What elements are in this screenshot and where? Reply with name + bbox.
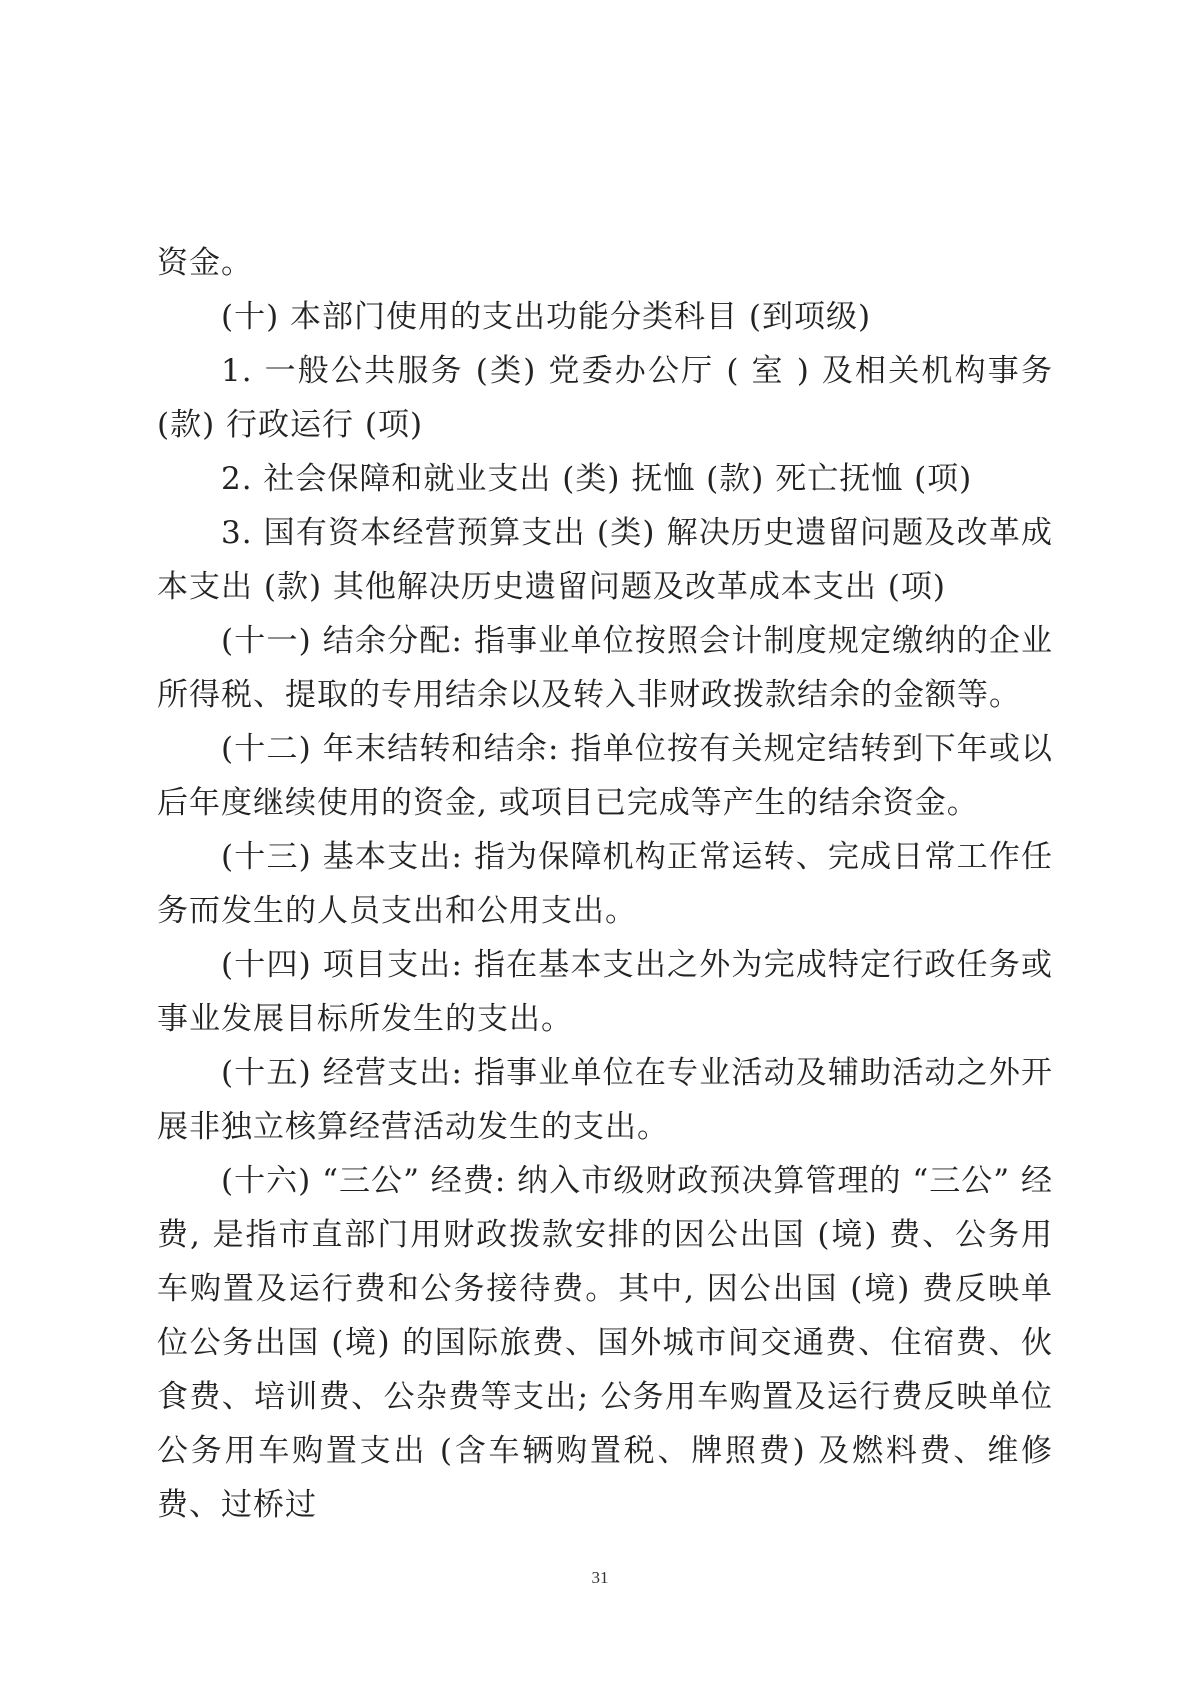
paragraph-section-11: (十一) 结余分配: 指事业单位按照会计制度规定缴纳的企业所得税、提取的专用结余以及转入非财政拨款结余的金额等。 [157, 623, 1053, 713]
page-number: 31 [591, 1568, 609, 1587]
paragraph-section-15: (十五) 经营支出: 指事业单位在专业活动及辅助活动之外开展非独立核算经营活动发生的支出。 [157, 1055, 1053, 1145]
paragraph-continuation: 资金。 [157, 245, 253, 281]
paragraph-section-13: (十三) 基本支出: 指为保障机构正常运转、完成日常工作任务而发生的人员支出和公用支出。 [157, 839, 1053, 929]
paragraph-item-3: 3. 国有资本经营预算支出 (类) 解决历史遗留问题及改革成本支出 (款) 其他解决历史遗留问题及改革成本支出 (项) [157, 515, 1053, 605]
paragraph-section-12: (十二) 年末结转和结余: 指单位按有关规定结转到下年或以后年度继续使用的资金, 或项目已完成等产生的结余资金。 [157, 731, 1053, 821]
document-body [157, 236, 1053, 1532]
paragraph-item-2: 2. 社会保障和就业支出 (类) 抚恤 (款) 死亡抚恤 (项) [221, 461, 973, 497]
paragraph-section-16: (十六) “三公” 经费: 纳入市级财政预决算管理的 “三公” 经费, 是指市直部门用财政拨款安排的因公出国 (境) 费、公务用车购置及运行费和公务接待费。其中, 因公出国 (境) 费反映单位公务出国 (境) 的国际旅费、国外城市间交通费、住宿费、伙食费、培训费、公杂费等支出; 公务用车购置及运行费反映单位公务用车购置支出 (含车辆购置税、牌照费) 及燃料费、维修费、过桥过 [157, 1163, 1053, 1523]
paragraph-item-1: 1. 一般公共服务 (类) 党委办公厅 ( 室 ) 及相关机构事务 (款) 行政运行 (项) [157, 353, 1053, 443]
paragraph-section-14: (十四) 项目支出: 指在基本支出之外为完成特定行政任务或事业发展目标所发生的支出。 [157, 947, 1053, 1037]
paragraph-section-10: (十) 本部门使用的支出功能分类科目 (到项级) [221, 299, 872, 335]
